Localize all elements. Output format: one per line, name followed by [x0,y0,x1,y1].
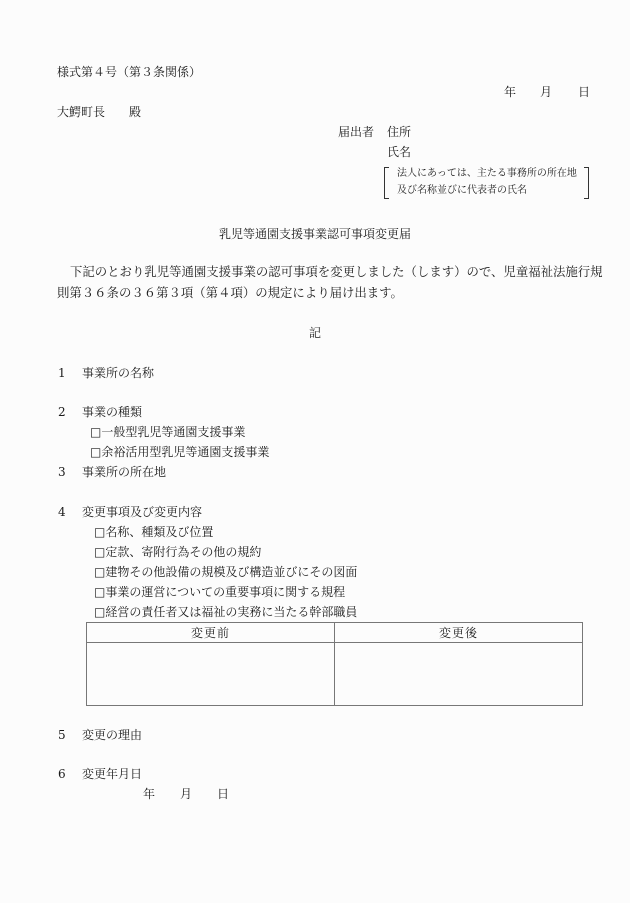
date-year-label: 年 [504,85,517,99]
name-label: 氏名 [387,145,412,159]
note-bracket-right [584,167,589,199]
cell-after[interactable] [335,643,583,706]
checkbox-name-type-location[interactable]: □名称、種類及び位置 [94,525,214,539]
notifier-label: 届出者 [338,125,375,139]
section-3-label: 事業所の所在地 [82,465,167,479]
section-1-label: 事業所の名称 [82,366,155,380]
section-5-label: 変更の理由 [82,728,143,742]
section-1-number: 1 [58,366,66,380]
checkbox-articles[interactable]: □定款、寄附行為その他の規約 [94,545,262,559]
date-month-label: 月 [540,85,553,99]
column-header-before: 変更前 [87,623,335,643]
change-date-month: 月 [180,787,193,801]
note-line-2: 及び名称並びに代表者の氏名 [397,185,527,196]
change-date-day: 日 [217,787,230,801]
addressee-honorific: 殿 [129,105,142,119]
note-bracket-left [384,167,389,199]
body-text-line-1: 下記のとおり乳児等通園支援事業の認可事項を変更しました（します）ので、児童福祉法施行規 [70,264,603,279]
change-table [86,622,583,706]
section-5-number: 5 [58,728,66,742]
checkbox-general-type[interactable]: □一般型乳児等通園支援事業 [90,425,246,439]
checkbox-building-facilities[interactable]: □建物その他設備の規模及び構造並びにその図面 [94,565,358,579]
checkbox-surplus-type[interactable]: □余裕活用型乳児等通園支援事業 [90,445,270,459]
section-6-number: 6 [58,767,66,781]
note-line-1: 法人にあっては、主たる事務所の所在地 [397,168,577,179]
address-label: 住所 [387,125,412,139]
date-day-label: 日 [578,85,591,99]
section-4-number: 4 [58,505,66,519]
table-row [87,643,583,706]
body-text-line-2: 則第３６条の３６第３項（第４項）の規定により届け出ます。 [57,285,403,300]
section-3-number: 3 [58,465,66,479]
addressee-name: 大鰐町長 [57,105,106,119]
column-header-after: 変更後 [335,623,583,643]
change-date-year: 年 [143,787,156,801]
checkbox-managers[interactable]: □経営の責任者又は福祉の実務に当たる幹部職員 [94,605,358,619]
checkbox-operating-rules[interactable]: □事業の運営についての重要事項に関する規程 [94,585,346,599]
section-4-label: 変更事項及び変更内容 [82,505,203,519]
cell-before[interactable] [87,643,335,706]
ki-heading: 記 [308,326,321,340]
document-title: 乳児等通園支援事業認可事項変更届 [218,227,411,241]
section-6-label: 変更年月日 [82,767,143,781]
form-number: 様式第４号（第３条関係） [57,65,202,79]
section-2-number: 2 [58,405,66,419]
section-2-label: 事業の種類 [82,405,143,419]
